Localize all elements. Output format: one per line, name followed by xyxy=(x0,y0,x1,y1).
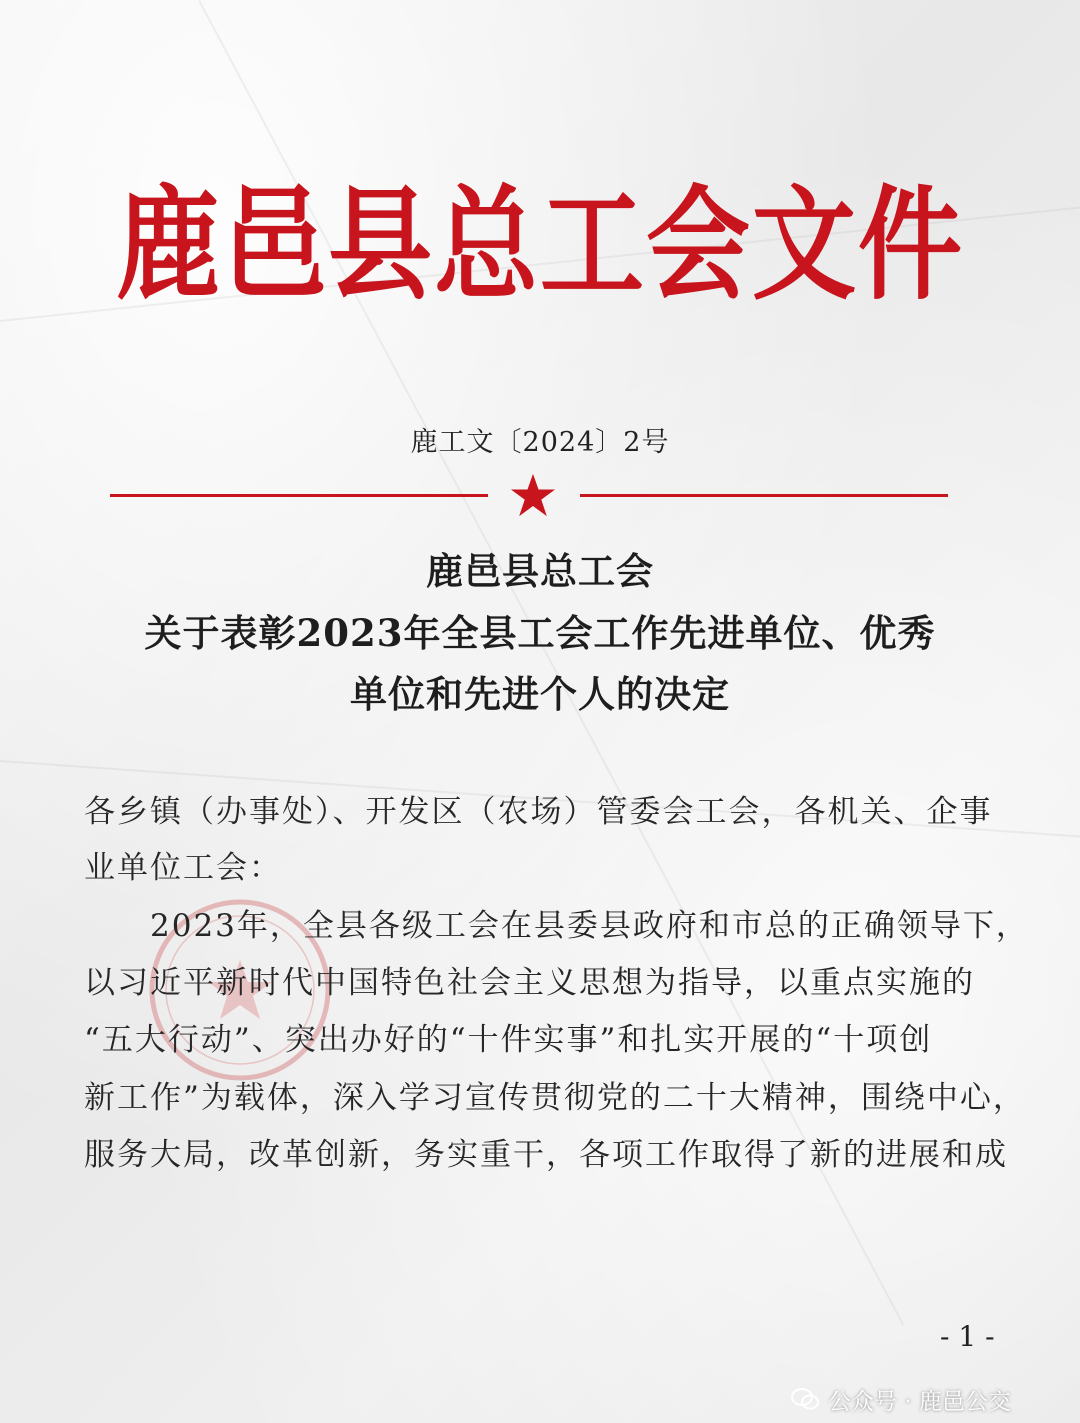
recipients-line-1: 各乡镇（办事处）、开发区（农场）管委会工会，各机关、企事 xyxy=(84,794,993,830)
watermark-text: 公众号 · 鹿邑公交 xyxy=(828,1388,1011,1415)
paragraph-line-1: 2023年，全县各级工会在县委县政府和市总的正确领导下， xyxy=(84,908,1029,944)
page-number: - 1 - xyxy=(940,1320,995,1353)
red-rule-right xyxy=(580,494,948,497)
paragraph-line-5: 服务大局，改革创新，务实重干，各项工作取得了新的进展和成 xyxy=(84,1137,1008,1173)
red-rule-left xyxy=(110,494,488,497)
paragraph-line-3: “五大行动”、突出办好的“十件实事”和扎实开展的“十项创 xyxy=(84,1022,933,1058)
title-line-1: 鹿邑县总工会 xyxy=(426,549,654,593)
title-line-2: 关于表彰2023年全县工会工作先进单位、优秀 xyxy=(144,611,936,655)
document-number: 鹿工文〔2024〕2号 xyxy=(410,427,670,458)
wechat-icon xyxy=(790,1387,820,1411)
watermark xyxy=(790,1384,1011,1414)
paragraph-line-4: 新工作”为载体，深入学习宣传贯彻党的二十大精神，围绕中心， xyxy=(84,1080,1026,1116)
recipients-line-2: 业单位工会： xyxy=(84,850,282,886)
red-star-icon xyxy=(510,472,556,518)
paragraph-line-2: 以习近平新时代中国特色社会主义思想为指导，以重点实施的 xyxy=(84,965,975,1001)
title-line-3: 单位和先进个人的决定 xyxy=(350,672,730,716)
document-masthead: 鹿邑县总工会文件 xyxy=(115,173,964,317)
